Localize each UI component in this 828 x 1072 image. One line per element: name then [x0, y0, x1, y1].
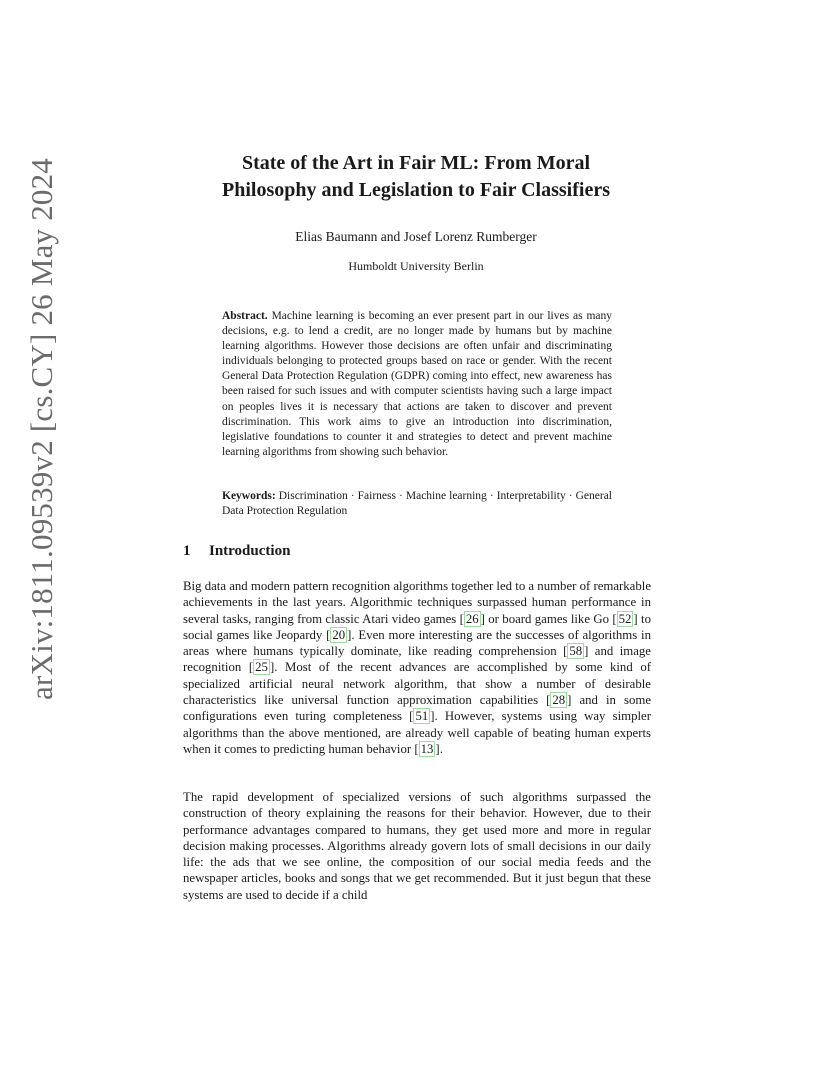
abstract [222, 309, 612, 460]
keywords [222, 489, 612, 519]
arxiv-identifier-stamp: arXiv:1811.09539v2 [cs.CY] 26 May 2024 [24, 157, 59, 700]
citation-link[interactable]: 20 [332, 627, 346, 642]
paragraph-text: Big data and modern pattern recognition algorithms together led to a number of remarkable achievements in the last years. Algorithmic techniques surpassed human performance in several tasks, ranging from classic Atari video games [183, 579, 651, 626]
citation-link[interactable]: 13 [420, 741, 434, 756]
paragraph-text: or board games like Go [484, 611, 613, 626]
affiliation: Humboldt University Berlin [348, 259, 484, 273]
paragraph-text: to social games like Jeopardy [183, 611, 651, 642]
citation-link[interactable]: 58 [569, 644, 583, 659]
keywords-label: Keywords: [222, 490, 276, 502]
abstract-label: Abstract. [222, 310, 268, 322]
title-line-2: Philosophy and Legislation to Fair Classifiers [221, 179, 610, 201]
intro-paragraph-1: Big data and modern pattern recognition algorithms together led to a number of remarkable achievements in the last years. Algorithmic techniques surpassed human performance in several tasks, ranging from classic Atari video games [ 26 ] or board games like Go [ 52 ] to social games like Jeopardy [ 20 ]. Even more interesting are the successes of algorithms in areas where humans typically dominate, like reading comprehension [ 58 ] and image recognition [ 25 ]. Most of the recent advances are accomplished by some kind of specialized artificial neural network algorithm, that show a number of desirable characteristics like universal function approximation capabilities [ 28 ] and in some configurations even turing completeness [ 51 ]. However, systems using way simpler algorithms than the above mentioned, are already well capable of beating human experts when it comes to predicting human behavior [ 13 ]. [183, 579, 651, 756]
paragraph-text: . Most of the recent advances are accomplished by some kind of specialized artificial neural network algorithm, that show a number of desirable characteristics like universal function approximation capabilities [183, 660, 651, 708]
title-line-1: State of the Art in Fair ML: From Moral [241, 152, 591, 174]
paragraph-text: . Even more interesting are the successes of algorithms in areas where humans typically dominate, like reading comprehension [183, 627, 651, 659]
paragraph-text: and in some configurations even turing completeness [183, 693, 651, 724]
section-number: 1 [183, 543, 191, 559]
paragraph-text: . However, systems using way simpler algorithms than the above mentioned, are already well capable of beating human experts when it comes to predicting human behavior [183, 709, 651, 756]
abstract-text: Machine learning is becoming an ever present part in our lives as many decisions, e.g. to lend a credit, are no longer made by humans but by machine learning algorithms. However those decisions are often unfair and discriminating individuals belonging to protected groups based on race or gender. With the recent General Data Protection Regulation (GDPR) coming into effect, new awareness has been raised for such issues and with computer scientists having such a large impact on peoples lives it is necessary that actions are taken to discover and prevent discrimination. This work aims to give an introduction into discrimination, legislative foundations to counter it and strategies to detect and prevent machine learning algorithms from showing such behavior. [222, 310, 612, 458]
citation-link[interactable]: 26 [465, 611, 479, 626]
citation-link[interactable]: 51 [415, 709, 429, 724]
section-heading [183, 543, 290, 560]
paper-title [180, 150, 652, 204]
keywords-text: Discrimination · Fairness · Machine learning · Interpretability · General Data Protection Regulation [222, 490, 612, 518]
intro-paragraph-2: The rapid development of specialized versions of such algorithms surpassed the construction of theory explaining the reasons for their behavior. However, due to their performance advantages compared to humans, they get used more and more in regular decision making processes. Algorithms already govern lots of small decisions in our daily life: the ads that we see online, the composition of our social media feeds and the newspaper articles, books and songs that we get recommended. But it just begun that these systems are used to decide if a child [183, 790, 651, 902]
authors: Elias Baumann and Josef Lorenz Rumberger [295, 229, 537, 244]
citation-link[interactable]: 52 [618, 611, 632, 626]
paragraph-text: . [439, 741, 443, 756]
citation-link[interactable]: 28 [552, 693, 566, 708]
citation-link[interactable]: 25 [255, 660, 268, 675]
paragraph-text: and image recognition [183, 644, 651, 675]
section-title: Introduction [209, 543, 291, 559]
